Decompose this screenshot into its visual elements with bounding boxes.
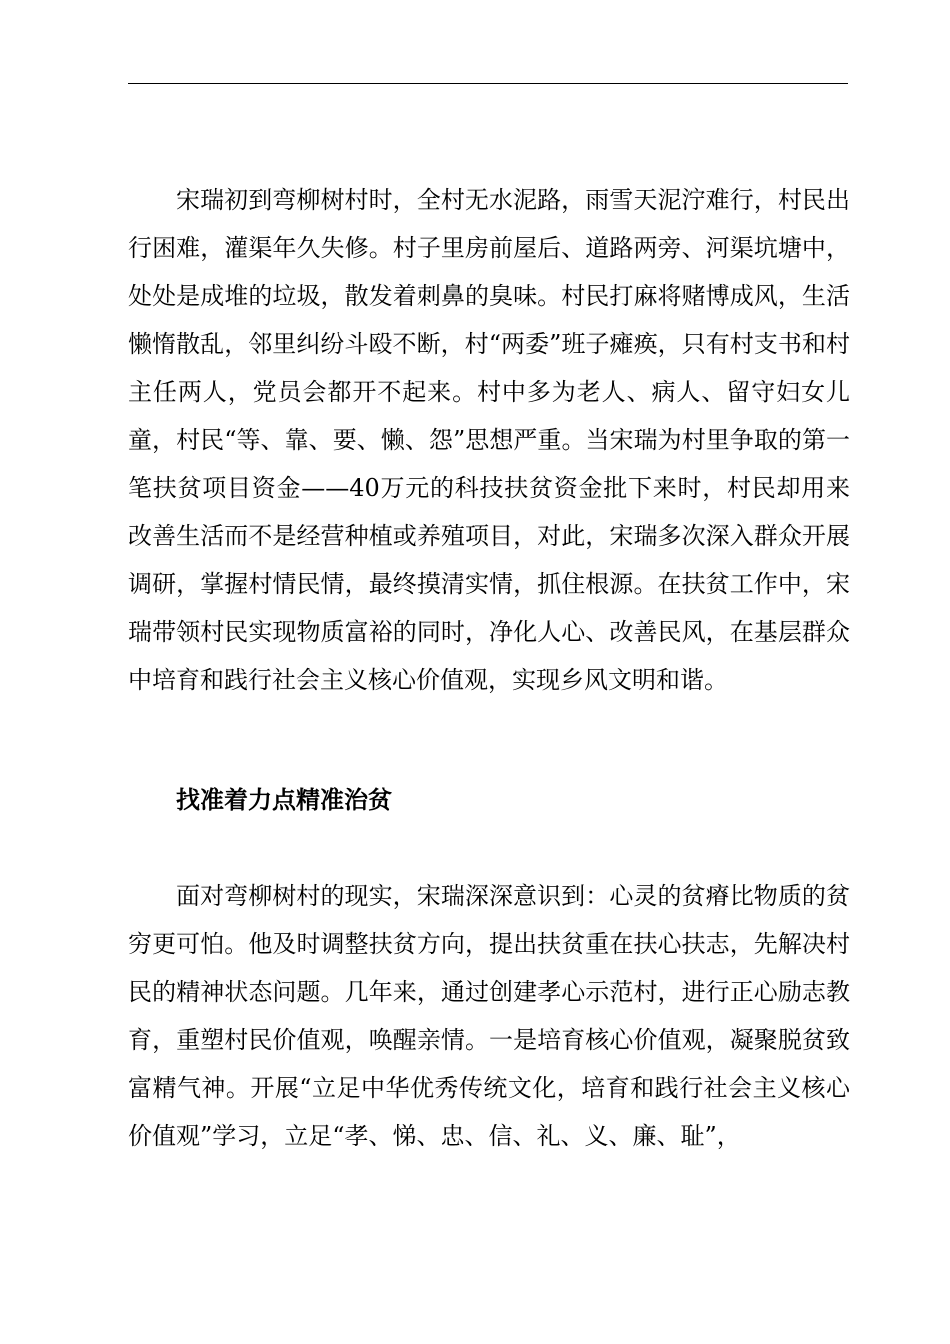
paragraph-approach: 面对弯柳树村的现实，宋瑞深深意识到：心灵的贫瘠比物质的贫穷更可怕。他及时调整扶贫方向，提出扶贫重在扶心扶志，先解决村民的精神状态问题。几年来，通过创建孝心示范村，进行正心励志教育，重塑村民价值观，唤醒亲情。一是培育核心价值观，凝聚脱贫致富精气神。开展“立足中华优秀传统文化，培育和践行社会主义核心价值观”学习，立足“孝、悌、忠、信、礼、义、廉、耻”， [128,882,850,1150]
paragraph-situation: 宋瑞初到弯柳树村时，全村无水泥路，雨雪天泥泞难行，村民出行困难，灌渠年久失修。村子里房前屋后、道路两旁、河渠坑塘中，处处是成堆的垃圾，散发着刺鼻的臭味。村民打麻将赌博成风，生活懒惰散乱，邻里纠纷斗殴不断，村“两委”班子瘫痪，只有村支书和村主任两人，党员会都开不起来。村中多为老人、病人、留守妇女儿童，村民“等、靠、要、懒、怨”思想严重。当宋瑞为村里争取的第一笔扶贫项目资金——40万元的科技扶贫资金批下来时，村民却用来改善生活而不是经营种植或养殖项目，对此，宋瑞多次深入群众开展调研，掌握村情民情，最终摸清实情，抓住根源。在扶贫工作中，宋瑞带领村民实现物质富裕的同时，净化人心、改善民风，在基层群众中培育和践行社会主义核心价值观，实现乡风文明和谐。 [128,186,850,694]
document-body [128,176,850,1160]
section-heading: 找准着力点精准治贫 [176,786,392,814]
header-rule [128,83,848,84]
